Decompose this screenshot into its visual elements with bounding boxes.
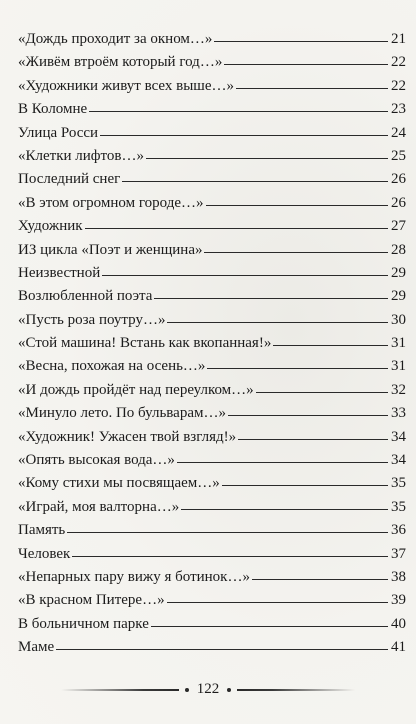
- toc-entry-page: 37: [391, 545, 406, 562]
- toc-leader-line: [252, 579, 388, 580]
- toc-leader-line: [102, 275, 388, 276]
- toc-leader-line: [236, 88, 388, 89]
- toc-entry: [18, 472, 406, 495]
- toc-entry-page: 39: [391, 592, 406, 609]
- toc-leader-line: [222, 485, 388, 486]
- toc-entry-page: 34: [391, 452, 406, 469]
- toc-entry-title: «Минуло лето. По бульварам…»: [18, 405, 226, 422]
- toc-entry-page: 36: [391, 522, 406, 539]
- toc-leader-line: [228, 415, 388, 416]
- toc-leader-line: [238, 439, 388, 440]
- toc-entry: [18, 636, 406, 659]
- toc-entry-title: «Клетки лифтов…»: [18, 147, 144, 164]
- toc-entry-page: 24: [391, 124, 406, 141]
- toc-entry: [18, 566, 406, 589]
- toc-entry: [18, 543, 406, 566]
- toc-leader-line: [177, 462, 388, 463]
- toc-entry: [18, 192, 406, 215]
- toc-entry: [18, 519, 406, 542]
- page-footer: [0, 681, 416, 698]
- toc-entry-title: «Художники живут всех выше…»: [18, 77, 234, 94]
- page-number: 122: [196, 681, 220, 697]
- toc-leader-line: [214, 41, 388, 42]
- toc-entry-title: «Играй, моя валторна…»: [18, 498, 180, 515]
- toc-entry-page: 26: [391, 194, 406, 211]
- toc-entry-title: В больничном парке: [18, 615, 149, 632]
- toc-entry-page: 31: [391, 335, 406, 352]
- toc-leader-line: [122, 181, 388, 182]
- toc-entry: [18, 309, 406, 332]
- toc-leader-line: [151, 626, 388, 627]
- toc-leader-line: [56, 649, 388, 650]
- toc-entry-page: 28: [391, 241, 406, 258]
- toc-entry-title: «Дождь проходит за окном…»: [18, 31, 213, 47]
- toc-entry-page: 29: [391, 264, 406, 281]
- toc-entry: [18, 28, 406, 51]
- toc-entry-title: «Опять высокая вода…»: [18, 452, 175, 469]
- toc-entry: [18, 75, 406, 98]
- toc-entry: [18, 122, 406, 145]
- toc-entry-page: 22: [391, 54, 406, 71]
- toc-entry: [18, 262, 406, 285]
- toc-entry-title: ИЗ цикла «Поэт и женщина»: [18, 241, 203, 258]
- toc-leader-line: [273, 345, 388, 346]
- toc-entry-page: 21: [391, 31, 406, 47]
- toc-leader-line: [206, 205, 389, 206]
- toc-leader-line: [256, 392, 388, 393]
- toc-entry-page: 32: [391, 381, 406, 398]
- toc-leader-line: [181, 509, 388, 510]
- toc-entry-title: «Кому стихи мы посвящаем…»: [18, 475, 220, 492]
- toc-entry: [18, 426, 406, 449]
- toc-entry: [18, 496, 406, 519]
- toc-entry-title: «Стой машина! Встань как вкопанная!»: [18, 335, 272, 352]
- toc-entry-page: 38: [391, 568, 406, 585]
- toc-entry-page: 31: [391, 358, 406, 375]
- toc-entry: [18, 613, 406, 636]
- toc-entry-title: «В красном Питере…»: [18, 592, 165, 609]
- toc-entry-title: «Пусть роза поутру…»: [18, 311, 166, 328]
- toc-leader-line: [167, 602, 388, 603]
- toc-entry: [18, 51, 406, 74]
- toc-entry-title: Возлюбленной поэта: [18, 288, 153, 305]
- toc-entry-title: «В этом огромном городе…»: [18, 194, 204, 211]
- toc-entry: [18, 449, 406, 472]
- toc-leader-line: [224, 64, 388, 65]
- toc-entry-title: Маме: [18, 639, 55, 656]
- toc-leader-line: [85, 228, 388, 229]
- toc-entry: [18, 402, 406, 425]
- toc-entry-title: В Коломне: [18, 101, 88, 118]
- toc-entry: [18, 379, 406, 402]
- toc-entry-page: 35: [391, 498, 406, 515]
- toc-entry: [18, 285, 406, 308]
- toc-entry-title: Память: [18, 522, 66, 539]
- toc-entry-title: «Непарных пару вижу я ботинок…»: [18, 568, 250, 585]
- toc-entry-page: 22: [391, 77, 406, 94]
- toc-entry-title: «Художник! Ужасен твой взгляд!»: [18, 428, 237, 445]
- toc-entry-page: 29: [391, 288, 406, 305]
- toc-leader-line: [207, 368, 388, 369]
- toc-entry-page: 25: [391, 147, 406, 164]
- toc-leader-line: [100, 135, 388, 136]
- toc-entry-page: 34: [391, 428, 406, 445]
- toc-entry: [18, 98, 406, 121]
- toc-entry: [18, 239, 406, 262]
- toc-entry-title: «И дождь пройдёт над переулком…»: [18, 381, 254, 398]
- toc-entry: [18, 215, 406, 238]
- toc-entry: [18, 145, 406, 168]
- toc-entry-page: 27: [391, 218, 406, 235]
- toc-entry-title: Последний снег: [18, 171, 121, 188]
- footer-dot-right: [227, 688, 231, 692]
- toc-entry-title: Художник: [18, 218, 83, 235]
- toc-entry-title: «Весна, похожая на осень…»: [18, 358, 206, 375]
- toc-leader-line: [89, 111, 388, 112]
- toc-leader-line: [167, 322, 388, 323]
- toc-entry-title: Неизвестной: [18, 264, 101, 281]
- toc-entry-title: Человек: [18, 545, 71, 562]
- toc-entry: [18, 168, 406, 191]
- toc-entry: [18, 332, 406, 355]
- toc-leader-line: [154, 298, 388, 299]
- table-of-contents: [18, 28, 406, 660]
- toc-entry-page: 30: [391, 311, 406, 328]
- toc-entry-page: 40: [391, 615, 406, 632]
- footer-dot-left: [185, 688, 189, 692]
- toc-leader-line: [67, 532, 388, 533]
- footer-rule-right: [237, 689, 355, 691]
- toc-leader-line: [204, 252, 388, 253]
- toc-entry-page: 35: [391, 475, 406, 492]
- toc-leader-line: [72, 556, 388, 557]
- footer-rule-left: [61, 689, 179, 691]
- toc-entry-title: «Живём втроём который год…»: [18, 54, 223, 71]
- toc-entry-title: Улица Росси: [18, 124, 99, 141]
- toc-entry: [18, 355, 406, 378]
- toc-entry-page: 33: [391, 405, 406, 422]
- toc-entry-page: 23: [391, 101, 406, 118]
- toc-entry-page: 41: [391, 639, 406, 656]
- toc-entry-page: 26: [391, 171, 406, 188]
- toc-leader-line: [146, 158, 388, 159]
- toc-entry: [18, 589, 406, 612]
